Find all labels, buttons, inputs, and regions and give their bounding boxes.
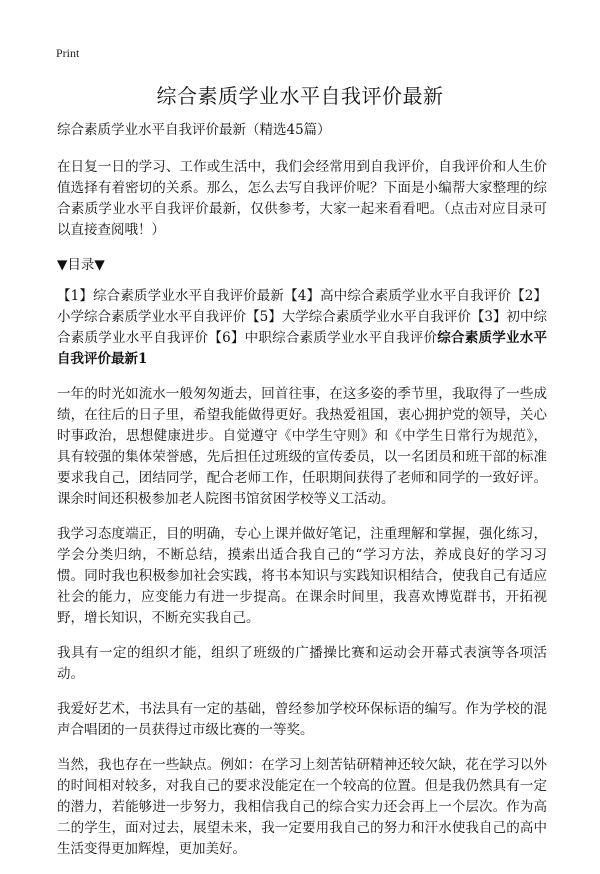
- toc-item-6[interactable]: 【6】中职综合素质学业水平自我评价: [208, 330, 438, 346]
- body-paragraph: 当然，我也存在一些缺点。例如：在学习上刻苦钻研精神还较欠缺，花在学习以外的时间相对较多，对我自己的要求没能定在一个较高的位置。但是我仍然具有一定的潜力，若能够进一步努力，我相信我自己的综合实力还会再上一个层次。作为高二的学生，面对过去，展望未来，我一定要用我自己的努力和汗水使我自己的高中生活变得更加辉煌，更加美好。: [57, 757, 547, 857]
- body-paragraph: 我爱好艺术，书法具有一定的基础，曾经参加学校环保标语的编写。作为学校的混声合唱团的一员获得过市级比赛的一等奖。: [57, 701, 547, 738]
- article-subtitle: 综合素质学业水平自我评价最新（精选45篇）: [57, 122, 331, 138]
- toc-list: [57, 286, 547, 370]
- toc-item-3[interactable]: 【3】初中综合素质学业水平自我评价: [57, 309, 548, 346]
- toc-heading: ▼目录▼: [57, 257, 105, 273]
- toc-item-5[interactable]: 【5】大学综合素质学业水平自我评价: [246, 309, 471, 325]
- toc-item-2[interactable]: 【2】小学综合素质学业水平自我评价: [57, 288, 548, 325]
- print-link[interactable]: Print: [56, 46, 80, 60]
- toc-item-4[interactable]: 【4】高中综合素质学业水平自我评价: [284, 288, 512, 304]
- toc-item-1[interactable]: 【1】综合素质学业水平自我评价最新: [57, 288, 285, 304]
- section-heading: 综合素质学业水平自我评价最新1: [57, 330, 548, 367]
- article-body: [57, 120, 547, 874]
- intro-paragraph: 在日复一日的学习、工作或生活中，我们会经常用到自我评价，自我评价和人生价值选择有着密切的关系。那么，怎么去写自我评价呢？下面是小编帮大家整理的综合素质学业水平自我评价最新，仅供参考，大家一起来看看吧。（点击对应目录可以直接查阅哦！）: [57, 159, 547, 238]
- page-title: 综合素质学业水平自我评价最新: [156, 84, 444, 108]
- body-paragraph: 一年的时光如流水一般匆匆逝去，回首往事，在这多姿的季节里，我取得了一些成绩，在往后的日子里，希望我能做得更好。我热爱祖国，衷心拥护党的领导，关心时事政治，思想健康进步。自觉遵守《中学生守则》和《中学生日常行为规范》，具有较强的集体荣誉感，先后担任过班级的宣传委员，以一名团员和班干部的标准要求我自己，团结同学，配合老师工作，任职期间获得了老师和同学的一致好评。课余时间还积极参加老人院图书馆贫困学校等义工活动。: [57, 386, 547, 507]
- body-paragraph: 我具有一定的组织才能，组织了班级的广播操比赛和运动会开幕式表演等各项活动。: [57, 645, 547, 682]
- body-paragraph: 我学习态度端正，目的明确，专心上课并做好笔记，注重理解和掌握，强化练习，学会分类归纳，不断总结，摸索出适合我自己的“学习方法，养成良好的学习习惯。同时我也积极参加社会实践，将书本知识与实践知识相结合，使我自己有适应社会的能力，应变能力有进一步提高。在课余时间里，我喜欢博览群书，开拓视野，增长知识，不断充实我自己。: [57, 526, 547, 626]
